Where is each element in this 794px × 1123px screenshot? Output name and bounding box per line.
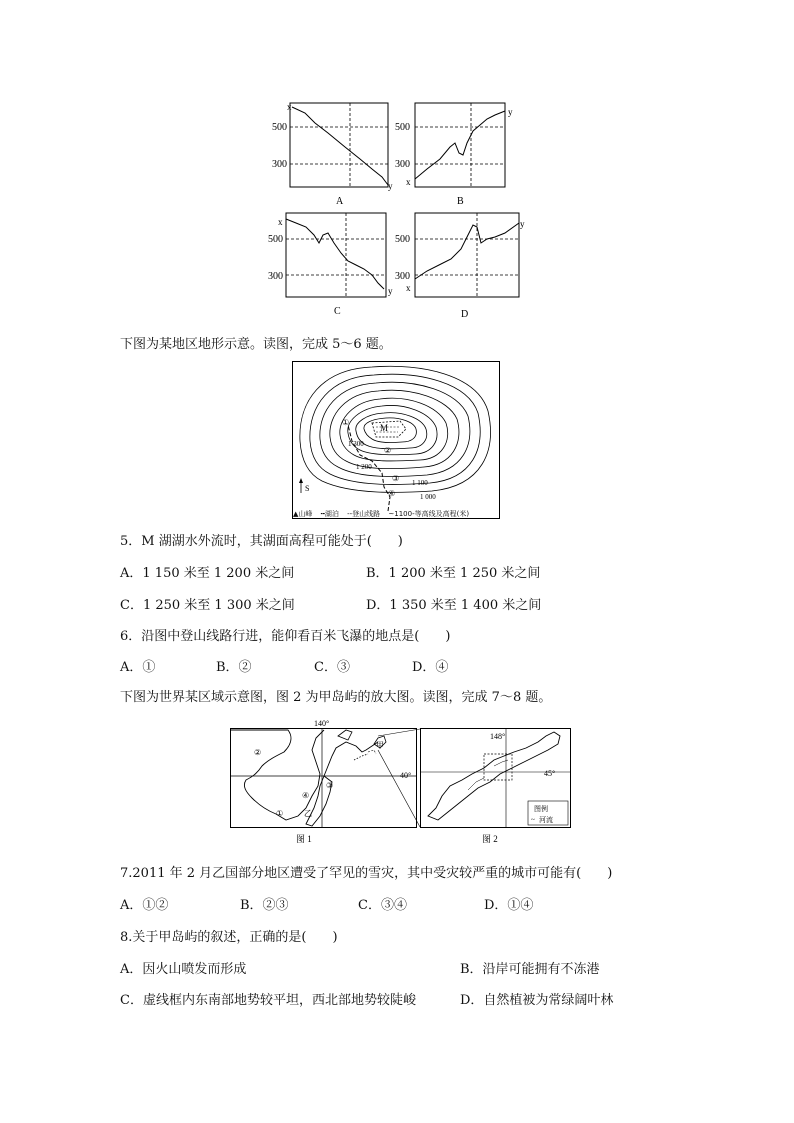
axis-x-label-a: x	[287, 102, 292, 112]
fig2-caption: 图 2	[482, 834, 498, 844]
contour-icon: ~	[388, 510, 395, 518]
profile-curve-b	[415, 111, 505, 179]
q8-option-b[interactable]: B．沿岸可能拥有不冻港	[460, 962, 600, 977]
panel-letter-c: C	[334, 306, 341, 317]
q6-option-a[interactable]: A．①	[120, 660, 156, 675]
q6-stem: 6．沿图中登山线路行进，能仰看百米飞瀑的地点是( )	[120, 629, 451, 644]
q8-stem: 8.关于甲岛屿的叙述，正确的是( )	[120, 930, 338, 945]
lon-140-label: 140°	[314, 719, 330, 728]
q5-option-a[interactable]: A．1 150 米至 1 200 米之间	[120, 566, 295, 581]
tick-300-d: 300	[395, 271, 410, 282]
legend-lake: 湖泊	[324, 510, 339, 518]
intro-7-8: 下图为世界某区域示意图，图 2 为甲岛屿的放大图。读图，完成 7～8 题。	[120, 690, 552, 705]
lake-label-m: M	[380, 423, 389, 433]
peak-icon: ▲	[293, 510, 299, 518]
lake-icon: ╍	[320, 510, 325, 518]
profile-curve-d	[415, 223, 519, 279]
legend-route: 登山线路	[352, 510, 381, 518]
panel-letter-a: A	[336, 196, 344, 207]
lat-40-label: 40°	[400, 771, 412, 780]
profile-panel-a	[290, 103, 388, 187]
city-3: ③	[326, 781, 334, 790]
legend-river: 河流	[539, 816, 553, 824]
panel-letter-b: B	[457, 196, 464, 207]
figure-2-map	[420, 728, 571, 828]
panel-letter-d: D	[461, 309, 469, 320]
north-label: S	[305, 484, 310, 493]
q7-option-c[interactable]: C．③④	[358, 898, 407, 913]
city-1: ①	[276, 809, 284, 818]
axis-y-label-a: y	[388, 181, 393, 191]
q8-option-d[interactable]: D．自然植被为常绿阔叶林	[460, 993, 614, 1008]
axis-y-label-d: y	[520, 219, 525, 229]
tick-300-a: 300	[272, 159, 287, 170]
point-1: ①	[342, 418, 350, 427]
q7-option-a[interactable]: A．①②	[120, 898, 169, 913]
legend-peak: 山峰	[298, 510, 313, 518]
q7-option-d[interactable]: D．①④	[484, 898, 534, 913]
q5-option-c[interactable]: C．1 250 米至 1 300 米之间	[120, 598, 295, 613]
lat-45-label: 45°	[544, 769, 556, 778]
region-maps	[228, 716, 588, 844]
tick-300-c: 300	[268, 271, 283, 282]
axis-x-label-c: x	[278, 217, 283, 227]
figure-1-map	[230, 728, 417, 828]
topo-legend	[293, 509, 505, 521]
q5-stem: 5．M 湖湖水外流时，其湖面高程可能处于( )	[120, 534, 403, 549]
point-2: ②	[384, 446, 392, 455]
q6-option-d[interactable]: D．④	[412, 660, 449, 675]
q8-option-c[interactable]: C．虚线框内东南部地势较平坦，西北部地势较陡峻	[120, 993, 416, 1008]
contour-1000: 1 000	[420, 493, 436, 501]
tick-500-d: 500	[395, 234, 410, 245]
river-icon: ~	[531, 816, 535, 824]
contour-1200: 1 200	[356, 463, 372, 471]
point-3: ③	[392, 474, 400, 483]
tick-500-a: 500	[272, 122, 287, 133]
fig1-caption: 图 1	[296, 834, 312, 844]
axis-x-label-b: x	[406, 177, 411, 187]
q8-option-a[interactable]: A．因火山喷发而形成	[120, 962, 247, 977]
lon-148-label: 148°	[490, 732, 506, 741]
q5-option-b[interactable]: B．1 200 米至 1 250 米之间	[366, 566, 541, 581]
q7-stem: 7.2011 年 2 月乙国部分地区遭受了罕见的雪灾，其中受灾较严重的城市可能有( )	[120, 866, 613, 881]
profile-panel-c	[286, 213, 386, 297]
lake-m	[372, 421, 406, 437]
tick-500-b: 500	[395, 122, 410, 133]
profile-panel-b	[415, 103, 505, 187]
q6-option-c[interactable]: C．③	[314, 660, 350, 675]
axis-x-label-d: x	[406, 283, 411, 293]
q5-option-d[interactable]: D．1 350 米至 1 400 米之间	[366, 598, 542, 613]
contour-1100: 1 100	[412, 479, 428, 487]
point-4: ④	[388, 489, 396, 498]
q6-option-b[interactable]: B．②	[216, 660, 252, 675]
legend-title: 图例	[534, 805, 548, 813]
tick-300-b: 300	[395, 159, 410, 170]
profile-curve-a	[292, 107, 388, 185]
country-label-yi: 乙	[304, 809, 312, 818]
tick-500-c: 500	[268, 234, 283, 245]
q7-option-b[interactable]: B．②③	[240, 898, 289, 913]
axis-y-label-c: y	[388, 286, 393, 296]
intro-5-6: 下图为某地区地形示意。读图，完成 5～6 题。	[120, 337, 392, 352]
profile-charts	[270, 95, 535, 327]
topo-map	[292, 361, 500, 519]
route-icon: ‐‐	[347, 510, 353, 518]
contour-1300: 1 300	[348, 440, 364, 448]
city-4: ④	[302, 791, 310, 800]
island-label-jia: 甲	[376, 741, 384, 750]
profile-curve-c	[286, 219, 384, 289]
city-2: ②	[254, 748, 262, 757]
legend-contour: 1100-等高线及高程(米)	[394, 510, 470, 518]
profile-panel-d	[415, 213, 519, 297]
axis-y-label-b: y	[508, 107, 513, 117]
